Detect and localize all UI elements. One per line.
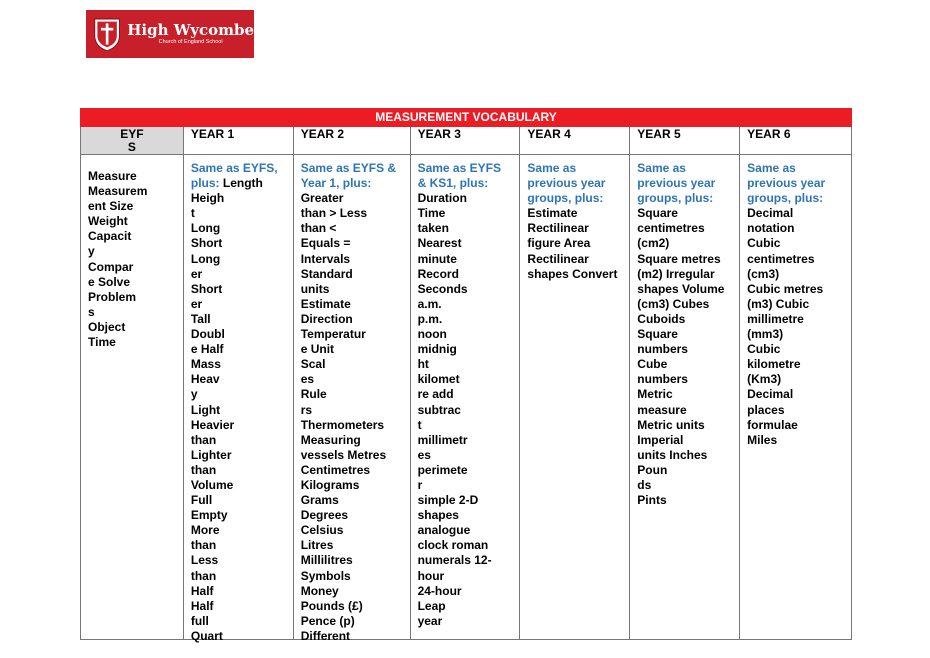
column-intro: Same as EYFS & Year 1, plus: xyxy=(300,161,397,191)
table-title: MEASUREMENT VOCABULARY xyxy=(80,108,852,127)
column-words: Heigh t Long Short Long er Short er Tall Doubl e Half Mass Heav y Light Heavier than Lighter than Volume Full Empty More than Less than Half Half full Quart xyxy=(190,191,235,643)
column-eyfs xyxy=(81,127,184,639)
column-header: YEAR 6 xyxy=(740,127,851,155)
column-intro: Same as EYFS, plus: xyxy=(190,161,278,191)
column-year-5 xyxy=(630,127,740,639)
logo-school-name: High Wycombe xyxy=(127,21,254,39)
column-words: Square centimetres (cm2) Square metres (m2) Irregular shapes Volume (cm3) Cubes Cuboids Square numbers Cube numbers Metric measure Metric units Imperial units Inches Poun ds Pints xyxy=(637,206,725,508)
column-header: YEAR 1 xyxy=(184,127,293,155)
school-logo xyxy=(86,10,254,58)
column-words: Estimate Rectilinear figure Area Rectilinear shapes Convert xyxy=(527,206,618,281)
column-header: YEAR 2 xyxy=(294,127,410,155)
column-year-4 xyxy=(520,127,630,639)
logo-subtitle: Church of England School xyxy=(158,39,223,45)
column-year-1 xyxy=(184,127,294,643)
measurement-vocabulary-table xyxy=(80,108,852,643)
column-intro: Same as previous year groups, plus: xyxy=(527,161,606,206)
column-header: EYF S xyxy=(81,127,183,155)
column-intro: Same as previous year groups, plus: xyxy=(637,161,716,206)
column-header: YEAR 3 xyxy=(411,127,520,155)
column-words: Greater than > Less than < Equals = Intervals Standard units Estimate Direction Temperatur e Unit Scal es Rule rs Thermometers Measuring vessels Metres Centimetres Kilograms Grams Degrees Celsius Litres Millilitres Symbols Money Pounds (£) Pence (p) Different xyxy=(300,191,387,643)
column-intro: Same as previous year groups, plus: xyxy=(747,161,826,206)
column-year-3 xyxy=(411,127,521,639)
column-year-2 xyxy=(294,127,411,643)
column-words: Decimal notation Cubic centimetres (cm3) Cubic metres (m3) Cubic millimetre (mm3) Cubic kilometre (Km3) Decimal places formulae Miles xyxy=(747,206,824,447)
column-words: Measure Measurem ent Size Weight Capacit y Compar e Solve Problem s Object Time xyxy=(88,169,148,350)
column-year-6 xyxy=(740,127,852,639)
column-intro: Same as EYFS & KS1, plus: xyxy=(417,161,501,191)
column-words: Duration Time taken Nearest minute Record Seconds a.m. p.m. noon midnig ht kilomet re add subtrac t millimetr es perimete r simple 2-D shapes analogue clock roman numerals 12- hour 24-hour Leap year xyxy=(417,191,492,628)
shield-emblem-icon xyxy=(93,14,121,54)
column-intro-tail: Length xyxy=(219,176,263,191)
column-header: YEAR 4 xyxy=(520,127,629,155)
column-header: YEAR 5 xyxy=(630,127,739,155)
table-grid xyxy=(80,127,852,643)
